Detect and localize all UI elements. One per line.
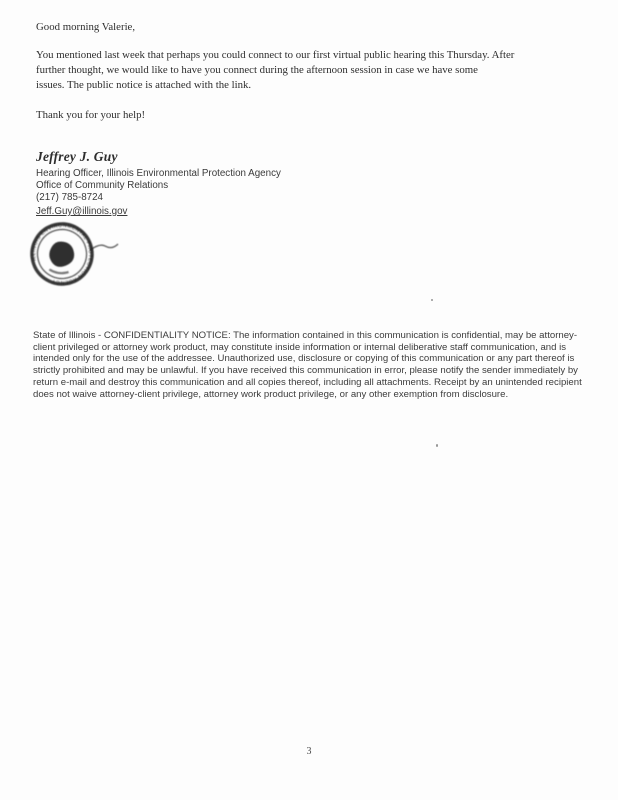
signature-phone: (217) 785-8724 (36, 192, 103, 203)
body-line: issues. The public notice is attached with the link. (36, 79, 252, 91)
page-number: 3 (306, 746, 312, 757)
signature-office: Office of Community Relations (36, 180, 169, 191)
scan-speck (436, 444, 438, 447)
confidentiality-notice: State of Illinois - CONFIDENTIALITY NOTICE: The information contained in this communication is confidential, may be attorney-client privileged or attorney work product, may constitute inside information or internal deliberative staff communication, and is intended only for the use of the addressee. Unauthorized use, disclosure or copying of this communication or any part thereof is strictly prohibited and may be unlawful. If you have received this communication in error, please notify the sender immediately by return e-mail and destroy this communication and all copies thereof, including all attachments. Receipt by an unintended recipient does not waive attorney-client privilege, attorney work product privilege, or any other exemption from disclosure. (33, 330, 582, 400)
signature-email-link[interactable]: Jeff.Guy@illinois.gov (36, 206, 128, 217)
body-line: You mentioned last week that perhaps you could connect to our first virtual public hearing this Thursday. After (36, 49, 515, 61)
paragraph (36, 48, 588, 93)
greeting-line: Good morning Valerie, (36, 21, 136, 33)
epa-seal-icon (24, 218, 128, 296)
agency-seal-stamp (24, 218, 128, 296)
letter-body (36, 20, 588, 219)
signature-block (36, 149, 588, 219)
signature-title: Hearing Officer, Illinois Environmental Protection Agency (36, 168, 281, 179)
closing-line: Thank you for your help! (36, 109, 146, 121)
scan-speck (431, 299, 433, 301)
signature-name: Jeffrey J. Guy (36, 149, 118, 164)
body-line: further thought, we would like to have you connect during the afternoon session in case we have some (36, 64, 478, 76)
seal-ring-text: ILLINOIS ENVIRONMENTAL PROTECTION AGENCY (30, 222, 94, 286)
